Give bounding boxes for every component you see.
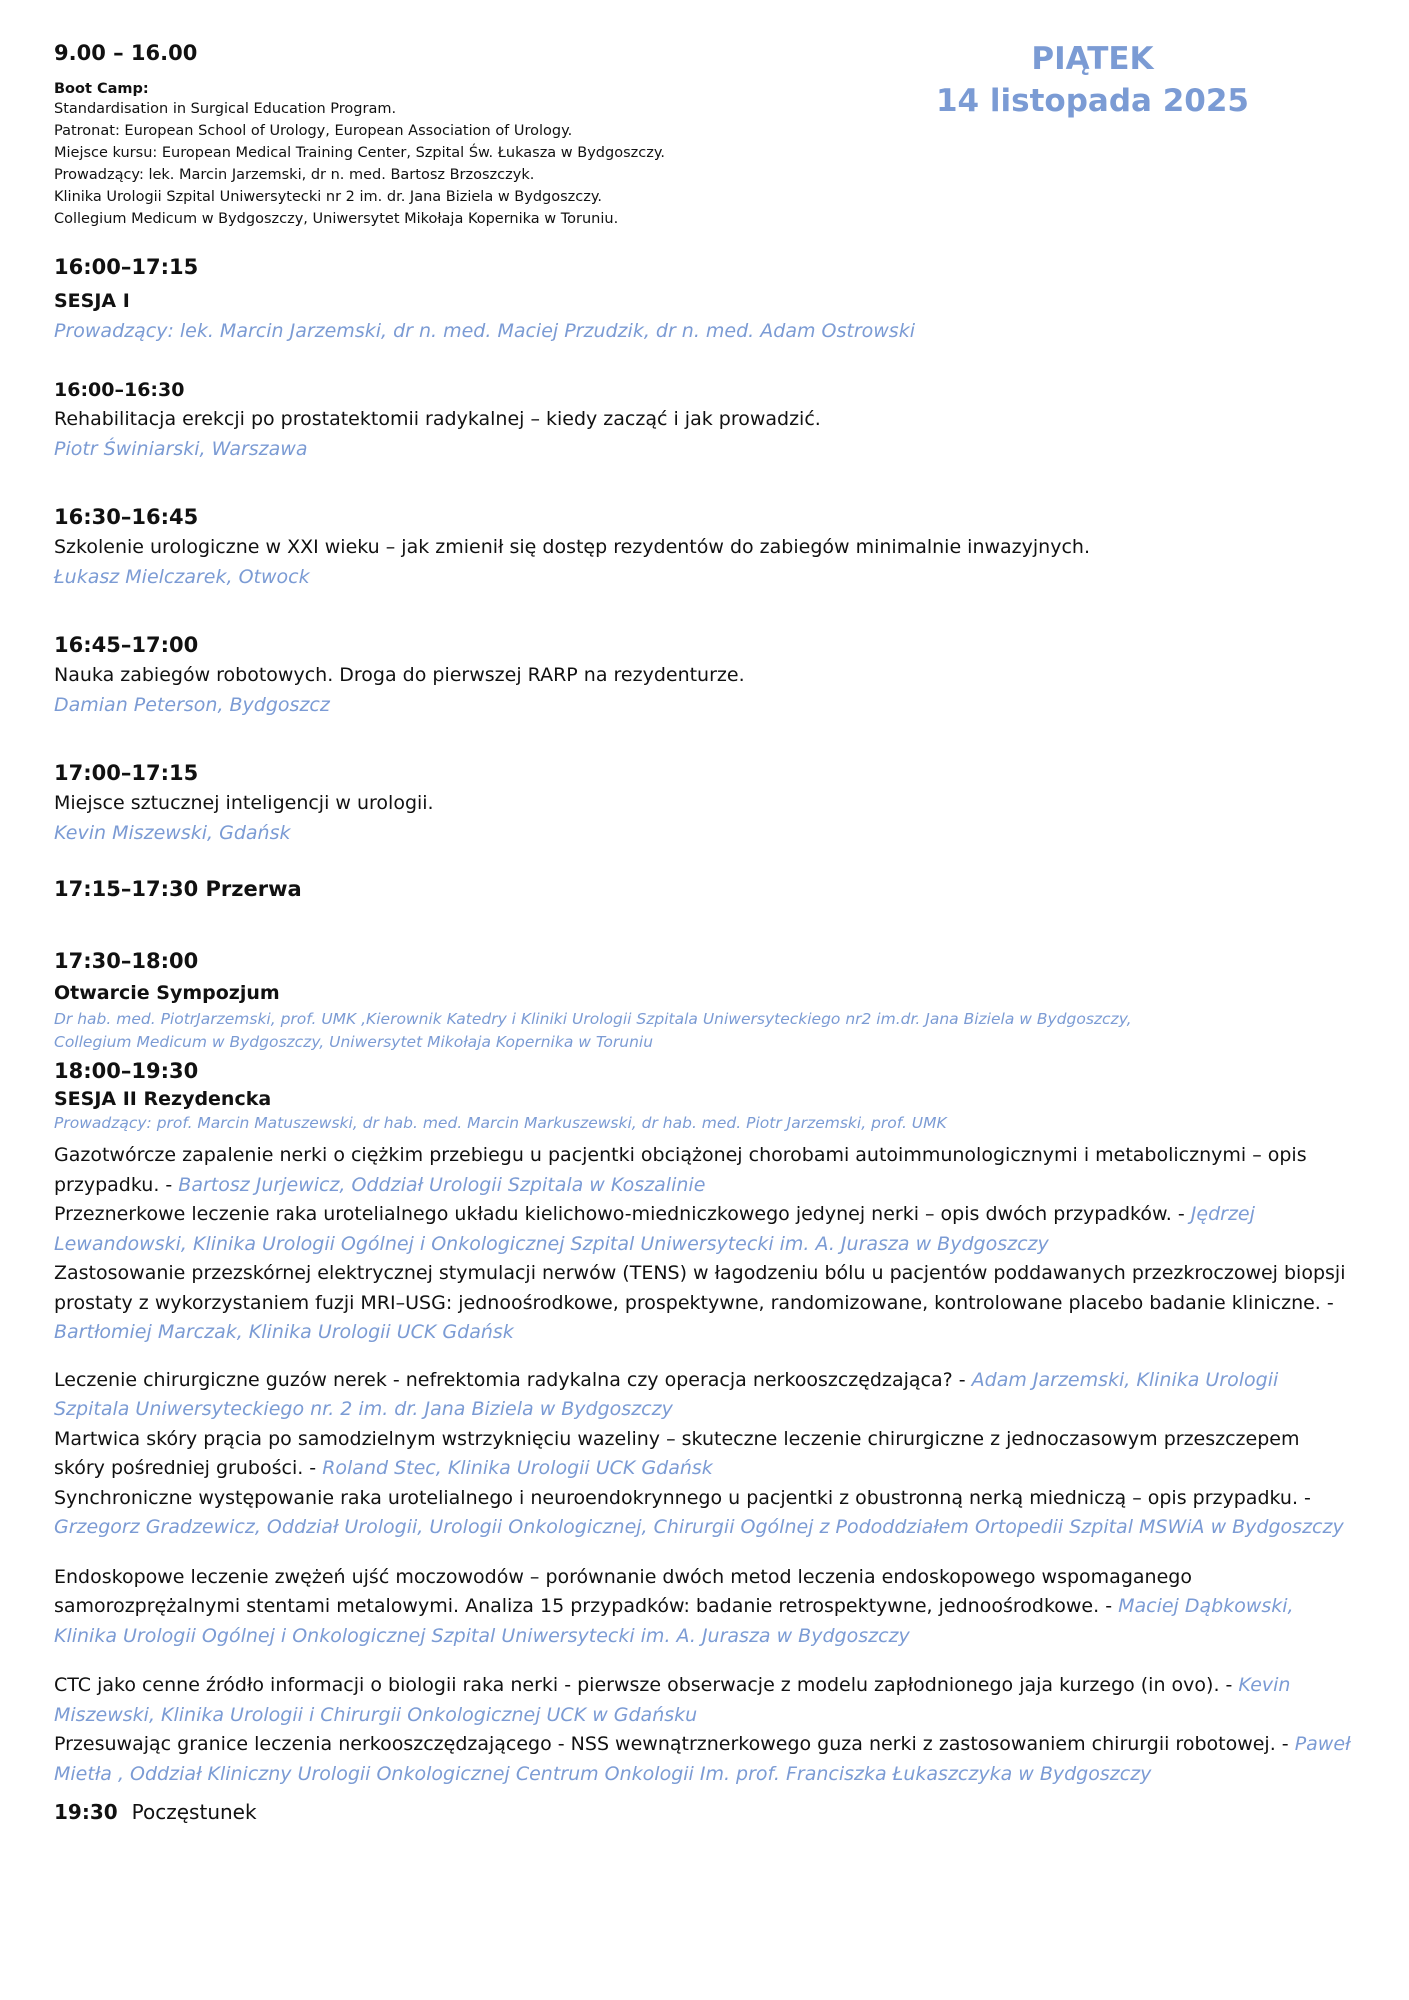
day-name: PIĄTEK bbox=[1031, 41, 1154, 77]
talk-speaker: Damian Peterson, Bydgoszcz bbox=[54, 694, 330, 716]
talk-speaker: Piotr Świniarski, Warszawa bbox=[54, 438, 308, 460]
talk-title: Rehabilitacja erekcji po prostatektomii radykalnej – kiedy zacząć i jak prowadzić. bbox=[54, 408, 821, 430]
opening-time: 17:30–18:00 bbox=[54, 949, 199, 973]
talk-title: Przeznerkowe leczenie raka urotelialnego układu kielichowo-miedniczkowego jedynej nerki – opis dwóch przypadków. - bbox=[54, 1203, 1191, 1225]
talk-time: 16:00–16:30 bbox=[54, 379, 185, 401]
bootcamp-line: Standardisation in Surgical Education Program. bbox=[54, 101, 397, 117]
opening-line: Collegium Medicum w Bydgoszczy, Uniwersytet Mikołaja Kopernika w Toruniu bbox=[54, 1033, 654, 1051]
sesja2-chairs: Prowadzący: prof. Marcin Matuszewski, dr hab. med. Marcin Markuszewski, dr hab. med. Piotr Jarzemski, prof. UMK bbox=[54, 1114, 947, 1132]
opening-title: Otwarcie Sympozjum bbox=[54, 982, 280, 1004]
talk-title: Zastosowanie przezskórnej elektrycznej stymulacji nerwów (TENS) w łagodzeniu bólu u pacjentów poddawanych przezkroczowej biopsji prostaty z wykorzystaniem fuzji MRI–USG: jednoośrodkowe, prospektywne, randomizowane, kontrolowane placebo badanie kliniczne. - bbox=[54, 1262, 1346, 1314]
sesja2-title: SESJA II Rezydencka bbox=[54, 1088, 272, 1110]
talk-speaker: Kevin Miszewski, Klinika Urologii i Chirurgii Onkologicznej UCK w Gdańsku bbox=[54, 1674, 1291, 1726]
talk-time: 16:30–16:45 bbox=[54, 505, 199, 529]
break: 17:15–17:30 Przerwa bbox=[54, 877, 302, 901]
talk-title: CTC jako cenne źródło informacji o biologii raka nerki - pierwsze obserwacje z modelu zapłodnionego jaja kurzego (in ovo). - bbox=[54, 1674, 1239, 1696]
talk-item bbox=[54, 1425, 1354, 1484]
talk-speaker: Paweł Mietła , Oddział Kliniczny Urologii Onkologicznej Centrum Onkologii Im. prof. Franciszka Łukaszczyka w Bydgoszczy bbox=[54, 1733, 1351, 1785]
bootcamp-block bbox=[54, 80, 1354, 230]
talk-item bbox=[54, 1730, 1354, 1789]
talk-title: Przesuwając granice leczenia nerkooszczędzającego - NSS wewnątrznerkowego guza nerki z zastosowaniem chirurgii robotowej. - bbox=[54, 1733, 1295, 1755]
bootcamp-label: Boot Camp: bbox=[54, 81, 149, 97]
closing-time: 19:30 bbox=[54, 1800, 118, 1824]
talk-item bbox=[54, 1259, 1354, 1348]
talk-speaker: Adam Jarzemski, Klinika Urologii Szpitala Uniwersyteckiego nr. 2 im. dr. Jana Biziela w Bydgoszczy bbox=[54, 1368, 1279, 1420]
bootcamp-line: Klinika Urologii Szpital Uniwersytecki nr 2 im. dr. Jana Biziela w Bydgoszczy. bbox=[54, 189, 602, 205]
talk-time: 17:00–17:15 bbox=[54, 761, 199, 785]
talk-item bbox=[54, 1484, 1354, 1543]
talk-title: Martwica skóry prącia po samodzielnym wstrzyknięciu wazeliny – skuteczne leczenie chirurgiczne z jednoczasowym przeszczepem skóry pośredniej grubości. - bbox=[54, 1427, 1300, 1479]
talk-speaker: Bartłomiej Marczak, Klinika Urologii UCK Gdańsk bbox=[54, 1321, 514, 1343]
talk-title: Nauka zabiegów robotowych. Droga do pierwszej RARP na rezydenturze. bbox=[54, 664, 745, 686]
bootcamp-line: Prowadzący: lek. Marcin Jarzemski, dr n. med. Bartosz Brzoszczyk. bbox=[54, 167, 535, 183]
bootcamp-time: 9.00 – 16.00 bbox=[54, 41, 198, 65]
talk-speaker: Maciej Dąbkowski, Klinika Urologii Ogólnej i Onkologicznej Szpital Uniwersytecki im. A. Jurasza w Bydgoszczy bbox=[54, 1595, 1294, 1647]
talk-speaker: Roland Stec, Klinika Urologii UCK Gdańsk bbox=[322, 1457, 713, 1479]
bootcamp-line: Patronat: European School of Urology, European Association of Urology. bbox=[54, 123, 573, 139]
talk-speaker: Łukasz Mielczarek, Otwock bbox=[54, 566, 310, 588]
talk-title: Gazotwórcze zapalenie nerki o ciężkim przebiegu u pacjentki obciążonej chorobami autoimmunologicznymi i metabolicznymi – opis przypadku. - bbox=[54, 1144, 1307, 1196]
sesja1-chairs: Prowadzący: lek. Marcin Jarzemski, dr n. med. Maciej Przudzik, dr n. med. Adam Ostrowski bbox=[54, 320, 915, 342]
sesja1-time: 16:00–17:15 bbox=[54, 255, 199, 279]
sesja1-title: SESJA I bbox=[54, 290, 130, 312]
talk-title: Miejsce sztucznej inteligencji w urologii. bbox=[54, 792, 434, 814]
talk-title: Szkolenie urologiczne w XXI wieku – jak zmienił się dostęp rezydentów do zabiegów minimalnie inwazyjnych. bbox=[54, 536, 1090, 558]
talk-speaker: Kevin Miszewski, Gdańsk bbox=[54, 822, 291, 844]
opening-line: Dr hab. med. PiotrJarzemski, prof. UMK ,Kierownik Katedry i Kliniki Urologii Szpitala Uniwersyteckiego nr2 im.dr. Jana Biziela w Bydgoszczy, bbox=[54, 1010, 1132, 1028]
talk-title: Leczenie chirurgiczne guzów nerek - nefrektomia radykalna czy operacja nerkooszczędzająca? - bbox=[54, 1368, 972, 1391]
talk-speaker: Jędrzej Lewandowski, Klinika Urologii Ogólnej i Onkologicznej Szpital Uniwersytecki im. A. Jurasza w Bydgoszczy bbox=[54, 1203, 1255, 1255]
talk-item bbox=[54, 1671, 1354, 1730]
talk-item bbox=[54, 1366, 1354, 1425]
closing-label: Poczęstunek bbox=[131, 1800, 257, 1824]
talk-title: Synchroniczne występowanie raka urotelialnego i neuroendokrynnego u pacjentki z obustronną nerką miedniczą – opis przypadku. - bbox=[54, 1486, 1311, 1509]
date: 14 listopada 2025 bbox=[935, 83, 1249, 119]
sesja2-time: 18:00–19:30 bbox=[54, 1059, 199, 1083]
closing bbox=[54, 1797, 1354, 1827]
schedule bbox=[54, 38, 1354, 1827]
bootcamp-line: Miejsce kursu: European Medical Training Center, Szpital Św. Łukasza w Bydgoszczy. bbox=[54, 145, 665, 161]
talk-item bbox=[54, 1200, 1354, 1259]
talk-speaker: Bartosz Jurjewicz, Oddział Urologii Szpitala w Koszalinie bbox=[178, 1173, 706, 1196]
talk-title: Endoskopowe leczenie zwężeń ujść moczowodów – porównanie dwóch metod leczenia endoskopowego wspomaganego samorozprężalnymi stentami metalowymi. Analiza 15 przypadków: badanie retrospektywne, jednoośrodkowe. - bbox=[54, 1565, 1192, 1617]
talk-time: 16:45–17:00 bbox=[54, 633, 199, 657]
talk-item bbox=[54, 1563, 1354, 1652]
talk-speaker: Grzegorz Gradzewicz, Oddział Urologii, Urologii Onkologicznej, Chirurgii Ogólnej z Pododdziałem Ortopedii Szpital MSWiA w Bydgoszczy bbox=[54, 1516, 1344, 1538]
bootcamp-line: Collegium Medicum w Bydgoszczy, Uniwersytet Mikołaja Kopernika w Toruniu. bbox=[54, 211, 619, 227]
talk-item bbox=[54, 1141, 1354, 1200]
